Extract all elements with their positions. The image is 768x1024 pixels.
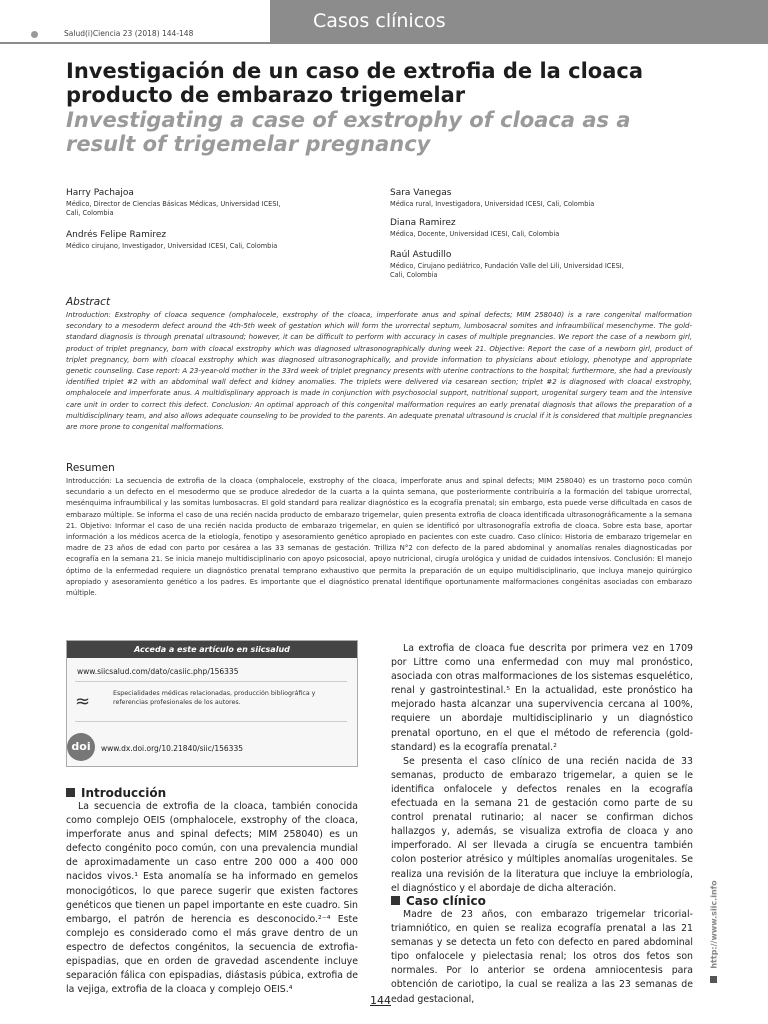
access-box — [66, 640, 358, 767]
author-name: Harry Pachajoa — [66, 188, 134, 198]
abstract-text: Introduction: Exstrophy of cloaca sequence (omphalocele, exstrophy of the cloaca, imperforate anus and spinal defects; MIM 258040) is a rare congenital malformation secondary to a mesoderm defect around the 4th-5th week of gestation which will form the urorrectal septum, lumbosacral somites and infraumbilical mesenchyme. The gold-standard diagnosis is through prenatal ultrasound; however, it can be difficult to perform with accuracy in cases of multiple pregnancies. We report the case of a newborn girl, product of triplet pregnancy, born with cloacal exstrophy which was diagnosed ultrasonographically during week 21. Objective: Report the case of a newborn girl, product of triplet pregnancy, born with cloacal exstrophy which was diagnosed ultrasonographically, and provide information to physicians about etiology, phenotype and appropriate genetic counseling. Case report: A 23-year-old mother in the 33rd week of triplet pregnancy presents with uterine contractions to the hospital; furthermore, she had a previously identified triplet #2 with an abdominal wall defect and kidney anomalies. The triplets were delivered via cesarean section; triplet #2 is diagnosed with cloacal exstrophy, omphalocele and imperforate anus. A multidisplinary approach is made in conjunction with psychosocial support, nutritional support, urogenital surgery team and the intensive care unit in order to correct this defect. Conclusion: An optimal approach of this congenital malformation requires an early prenatal diagnosis that allows the preparation of a multidisciplinary team, and also allows adequate counseling to be provided to the parents. An adequate prenatal ultrasound is crucial if it is considered that multiple pregnancies are more prone to congenital malformations. — [66, 311, 692, 432]
resumen-text: Introducción: La secuencia de extrofia de la cloaca (omphalocele, exstrophy of the cloaca, imperforate anus and spinal defects; MIM 258040) es un trastorno poco común secundario a un defecto en el mesodermo que se produce alrededor de la cuarta a la quinta semana, que posteriormente contribuiría a la formación del tabique urorrectal, mesénquima infraumbilical y las somitas lumbosacras. El gold standard para realizar diagnóstico es la ecografía prenatal; sin embargo, esta puede verse dificultada en casos de embarazo múltiple. Se informa el caso de una recién nacida producto de embarazo trigemelar, quien presenta extrofia de cloaca identificada ultrasonográficamente a la semana 21. Objetivo: Informar el caso de una recién nacida producto de embarazo trigemelar, en quien se identificó por ultrasonografía extrofia de cloaca. Sobre esta base, aportar información a los médicos acerca de la etiología, fenotipo y asesoramiento genético apropiado en pacientes con este cuadro. Caso clínico: Historia de embarazo trigemelar en madre de 23 años de edad con parto por cesárea a las 33 semanas de gestación. Trilliza N°2 con defecto de la pared abdominal y anomalías renales diagnosticadas por ecografía en la semana 21. Se inicia manejo multidisciplinario con apoyo psicosocial, apoyo nutricional, cirugía urológica y unidad de cuidados intensivos. Conclusión: El manejo óptimo de la enfermedad requiere un diagnóstico prenatal temprano exhaustivo que permita la preparación de un equipo multidisciplinario, que incluya manejo quirúrgico apropiado y asesoramiento genético a los padres. Es importante que el diagnóstico prenatal identifique oportunamente malformaciones congénitas asociadas con embarazo múltiple. — [66, 477, 692, 598]
paragraph: La secuencia de extrofia de la cloaca, también conocida como complejo OEIS (omphalocele, exstrophy of the cloaca, imperforate anus and spinal defects; MIM 258040) es un defecto congénito poco común, con una prevalencia mundial de aproximadamente un caso entre 200 000 a 400 000 nacidos vivos.¹ Esta anomalía se ha informado en gemelos monocigóticos, lo que parece sugerir que existen factores genéticos que tienen un papel importante en este cuadro. Sin embargo, el patrón de herencia es desconocido.²⁻⁴ Este complejo es considerado como el más grave dentro de un espectro de defectos congénitos, la secuencia de extrofia-epispadias, que en orden de gravedad ascendente incluye separación fálica con epispadias, diástasis púbica, extrofia de la vejiga, extrofia de la cloaca y complejo OEIS.⁴ — [66, 801, 358, 996]
article-link[interactable]: www.siicsalud.com/dato/casiic.php/156335 — [77, 667, 239, 676]
page-header — [0, 0, 768, 44]
section-heading-text: Introducción — [81, 786, 167, 800]
paragraph: Madre de 23 años, con embarazo trigemelar tricorial-triamniótico, en quien se realiza ecografía prenatal a las 21 semanas y se detecta un feto con defecto en pared abdominal tipo onfalocele y pielectasia renal; los otros dos fetos son normales. Por lo anterior se ordena amniocentesis para obtención de cariotipo, la cual se realiza a las 23 semanas de edad gestacional, — [391, 909, 693, 1005]
square-bullet-icon — [66, 788, 75, 797]
abstract-heading: Abstract — [66, 296, 111, 308]
header-rule — [0, 42, 768, 44]
author-affiliation: Médico, Director de Ciencias Básicas Médicas, Universidad ICESI, Cali, Colombia — [66, 200, 281, 217]
caso-clinico-body — [391, 908, 693, 1007]
section-title: Casos clínicos — [313, 10, 446, 32]
divider — [75, 681, 347, 682]
right-column-body — [391, 642, 693, 896]
doi-link[interactable]: www.dx.doi.org/10.21840/siic/156335 — [101, 744, 243, 753]
resumen-heading: Resumen — [66, 462, 115, 474]
doi-icon: doi — [67, 733, 95, 761]
author-1 — [66, 188, 291, 217]
author-affiliation: Médico cirujano, Investigador, Universidad ICESI, Cali, Colombia — [66, 242, 278, 250]
author-affiliation: Médica, Docente, Universidad ICESI, Cali, Colombia — [390, 230, 560, 238]
introduccion-body — [66, 800, 358, 997]
bullet-icon — [31, 31, 38, 38]
section-heading-caso-clinico — [391, 894, 486, 908]
author-name: Sara Vanegas — [390, 188, 452, 198]
author-5 — [390, 250, 640, 279]
access-box-title: Acceda a este artículo en siicsalud — [67, 641, 357, 658]
author-2 — [66, 230, 306, 251]
author-name: Raúl Astudillo — [390, 250, 452, 260]
side-url — [700, 880, 722, 970]
author-affiliation: Médico, Cirujano pediátrico, Fundación Valle del Lili, Universidad ICESI, Cali, Colombia — [390, 262, 624, 279]
author-3 — [390, 188, 650, 209]
paragraph: La extrofia de cloaca fue descrita por primera vez en 1709 por Littre como una enfermedad con muy mal pronóstico, asociada con otras malformaciones de los sistemas esquelético, renal y gastrointestinal.⁵ En la actualidad, este pronóstico ha mejorado hasta alcanzar una supervivencia cercana al 100%, requiere un abordaje multidisciplinario y un diagnóstico prenatal oportuno, en el que el método de referencia (gold-standard) es la ecografía prenatal.² — [391, 643, 693, 753]
title-english: Investigating a case of exstrophy of cloaca as a result of trigemelar pregnancy — [66, 108, 631, 156]
author-4 — [390, 218, 650, 239]
square-marker-icon — [710, 976, 717, 983]
section-heading-introduccion — [66, 786, 166, 800]
paragraph: Se presenta el caso clínico de una recién nacida de 33 semanas, producto de embarazo trigemelar, a quien se le identifica onfalocele y defectos renales en la ecografía efectuada en la semana 21 de gestación como parte de su control prenatal rutinario; al nacer se confirman dichos hallazgos y, además, se visualiza extrofia de cloaca y ano imperforado. Al ser llevada a cirugía se encuentra también colon posterior atrésico y múltiples anomalías urogenitales. Se realiza una revisión de la literatura que incluye la embriología, el diagnóstico y el abordaje de dicha alteración. — [391, 755, 693, 894]
approx-icon: ≈ — [75, 691, 91, 712]
page-number: 144 — [370, 994, 391, 1007]
author-name: Diana Ramirez — [390, 218, 456, 228]
side-url-text[interactable]: http://www.siic.info — [709, 880, 719, 969]
section-heading-text: Caso clínico — [406, 894, 486, 908]
title-spanish: Investigación de un caso de extrofia de la cloaca producto de embarazo trigemelar — [66, 59, 643, 107]
journal-citation: Salud(i)Ciencia 23 (2018) 144-148 — [64, 29, 194, 38]
access-box-description: Especialidades médicas relacionadas, producción bibliográfica y referencias profesionales de los autores. — [113, 690, 316, 706]
author-affiliation: Médica rural, Investigadora, Universidad ICESI, Cali, Colombia — [390, 200, 595, 208]
author-name: Andrés Felipe Ramirez — [66, 230, 167, 240]
square-bullet-icon — [391, 896, 400, 905]
divider — [75, 721, 347, 722]
